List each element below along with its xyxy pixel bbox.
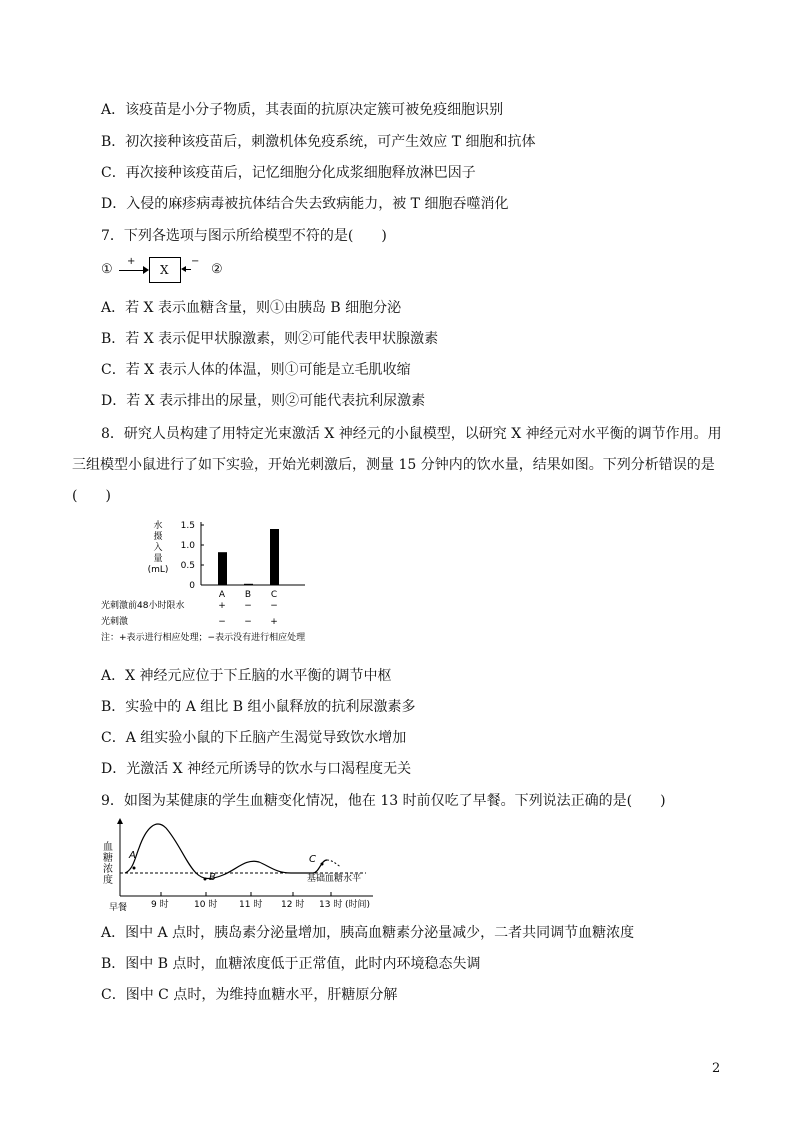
svg-text:10 时: 10 时 [194,900,218,910]
row2-value: − [244,617,252,627]
bar-a [218,552,227,585]
q6-option-a: A．该疫苗是小分子物质，其表面的抗原决定簇可被免疫细胞识别 [101,102,504,118]
category-label: A [218,590,226,600]
bar-c [270,529,279,585]
q7-option-a: A．若 X 表示血糖含量，则①由胰岛 B 细胞分泌 [101,300,402,316]
row2-value: − [218,617,226,627]
y-tick-label: 1.5 [180,521,195,531]
y-tick-label: 1.0 [180,541,195,551]
q8-chart-svg [101,516,401,646]
q9-option-c: C．图中 C 点时，为维持血糖水平，肝糖原分解 [101,987,398,1003]
q7-option-b: B．若 X 表示促甲状腺激素，则②可能代表甲状腺激素 [101,331,439,347]
row1-value: + [218,601,226,611]
y-tick-label: 0 [189,581,195,591]
svg-text:12 时: 12 时 [281,900,305,910]
baseline-label: 基础血糖水平 [307,874,362,884]
q6-option-c: C．再次接种该疫苗后，记忆细胞分化成浆细胞释放淋巴因子 [101,165,476,181]
row2-value: + [270,617,278,627]
y-label-char: 量 [153,554,163,564]
q8-option-c: C．A 组实验小鼠的下丘脑产生渴觉导致饮水增加 [101,730,407,746]
svg-text:11 时: 11 时 [239,900,263,910]
svg-text:早餐: 早餐 [109,903,128,913]
diagram-node-2: ② [211,262,223,277]
y-label-char: 水 [153,521,163,531]
glucose-curve-dashed [327,860,341,867]
q9-option-a: A．图中 A 点时，胰岛素分泌量增加，胰高血糖素分泌量减少，二者共同调节血糖浓度 [101,925,635,941]
q8-option-d: D．光激活 X 神经元所诱导的饮水与口渴程度无关 [101,761,412,777]
q9-graph-svg [101,818,401,918]
plus-sign: + [127,256,136,267]
q9-glucose-graph [101,818,401,918]
svg-text:度: 度 [103,875,113,886]
point-b-marker [204,878,207,881]
q8-stem-line3: ( ) [72,488,111,504]
page-number: 2 [712,1061,721,1076]
svg-text:浓: 浓 [103,864,113,875]
category-label: B [244,590,252,600]
q8-bar-chart [101,516,401,646]
q7-option-d: D．若 X 表示排出的尿量，则②可能代表抗利尿激素 [101,393,426,409]
q8-stem-line2: 三组模型小鼠进行了如下实验，开始光刺激后，测量 15 分钟内的饮水量，结果如图。下列分析错误的是 [72,457,715,473]
svg-text:(时间): (时间) [345,900,371,910]
y-axis-label [103,841,113,886]
svg-text:糖: 糖 [103,853,113,864]
point-a-label: A [129,850,136,861]
row1-value: − [270,601,278,611]
x-box [149,257,181,283]
q8-option-a: A．X 神经元应位于下丘脑的水平衡的调节中枢 [101,668,392,684]
svg-text:血: 血 [103,842,113,853]
y-label-char: (mL) [147,565,169,575]
q9-stem: 9．如图为某健康的学生血糖变化情况，他在 13 时前仅吃了早餐。下列说法正确的是( ) [101,793,666,809]
y-label-char: 摄 [153,532,163,542]
point-a-marker [133,867,136,870]
glucose-curve [125,824,327,878]
x-axis-labels [109,898,370,913]
row2-label: 光刺激 [101,617,129,627]
point-b-label: B [209,872,216,883]
point-c-marker [321,863,324,866]
row1-label: 光刺激前48小时限水 [101,601,185,611]
q8-option-b: B．实验中的 A 组比 B 组小鼠释放的抗利尿激素多 [101,699,416,715]
q6-option-d: D．入侵的麻疹病毒被抗体结合失去致病能力，被 T 细胞吞噬消化 [101,196,509,212]
bar-b [244,584,253,585]
q7-option-c: C．若 X 表示人体的体温，则①可能是立毛肌收缩 [101,362,411,378]
category-label: C [270,590,278,600]
svg-text:9 时: 9 时 [151,900,169,910]
diagram-node-1: ① [101,262,113,277]
svg-text:13 时: 13 时 [319,900,343,910]
q7-model-diagram [101,254,241,286]
q8-stem-line1: 8．研究人员构建了用特定光束激活 X 神经元的小鼠模型，以研究 X 神经元对水平衡的调节作用。用 [101,426,722,442]
y-tick-label: 0.5 [180,561,195,571]
chart-note: 注：+表示进行相应处理；−表示没有进行相应处理 [101,633,306,643]
q6-option-b: B．初次接种该疫苗后，刺激机体免疫系统，可产生效应 T 细胞和抗体 [101,134,536,150]
x-label: X [160,263,169,277]
minus-sign: − [191,256,200,267]
y-axis-label [148,519,169,575]
point-c-label: C [309,854,316,865]
q7-stem: 7．下列各选项与图示所给模型不符的是( ) [101,228,387,244]
row1-value: − [244,601,252,611]
y-label-char: 入 [153,543,163,553]
y-axis-arrow [117,818,123,824]
q9-option-b: B．图中 B 点时，血糖浓度低于正常值，此时内环境稳态失调 [101,956,481,972]
